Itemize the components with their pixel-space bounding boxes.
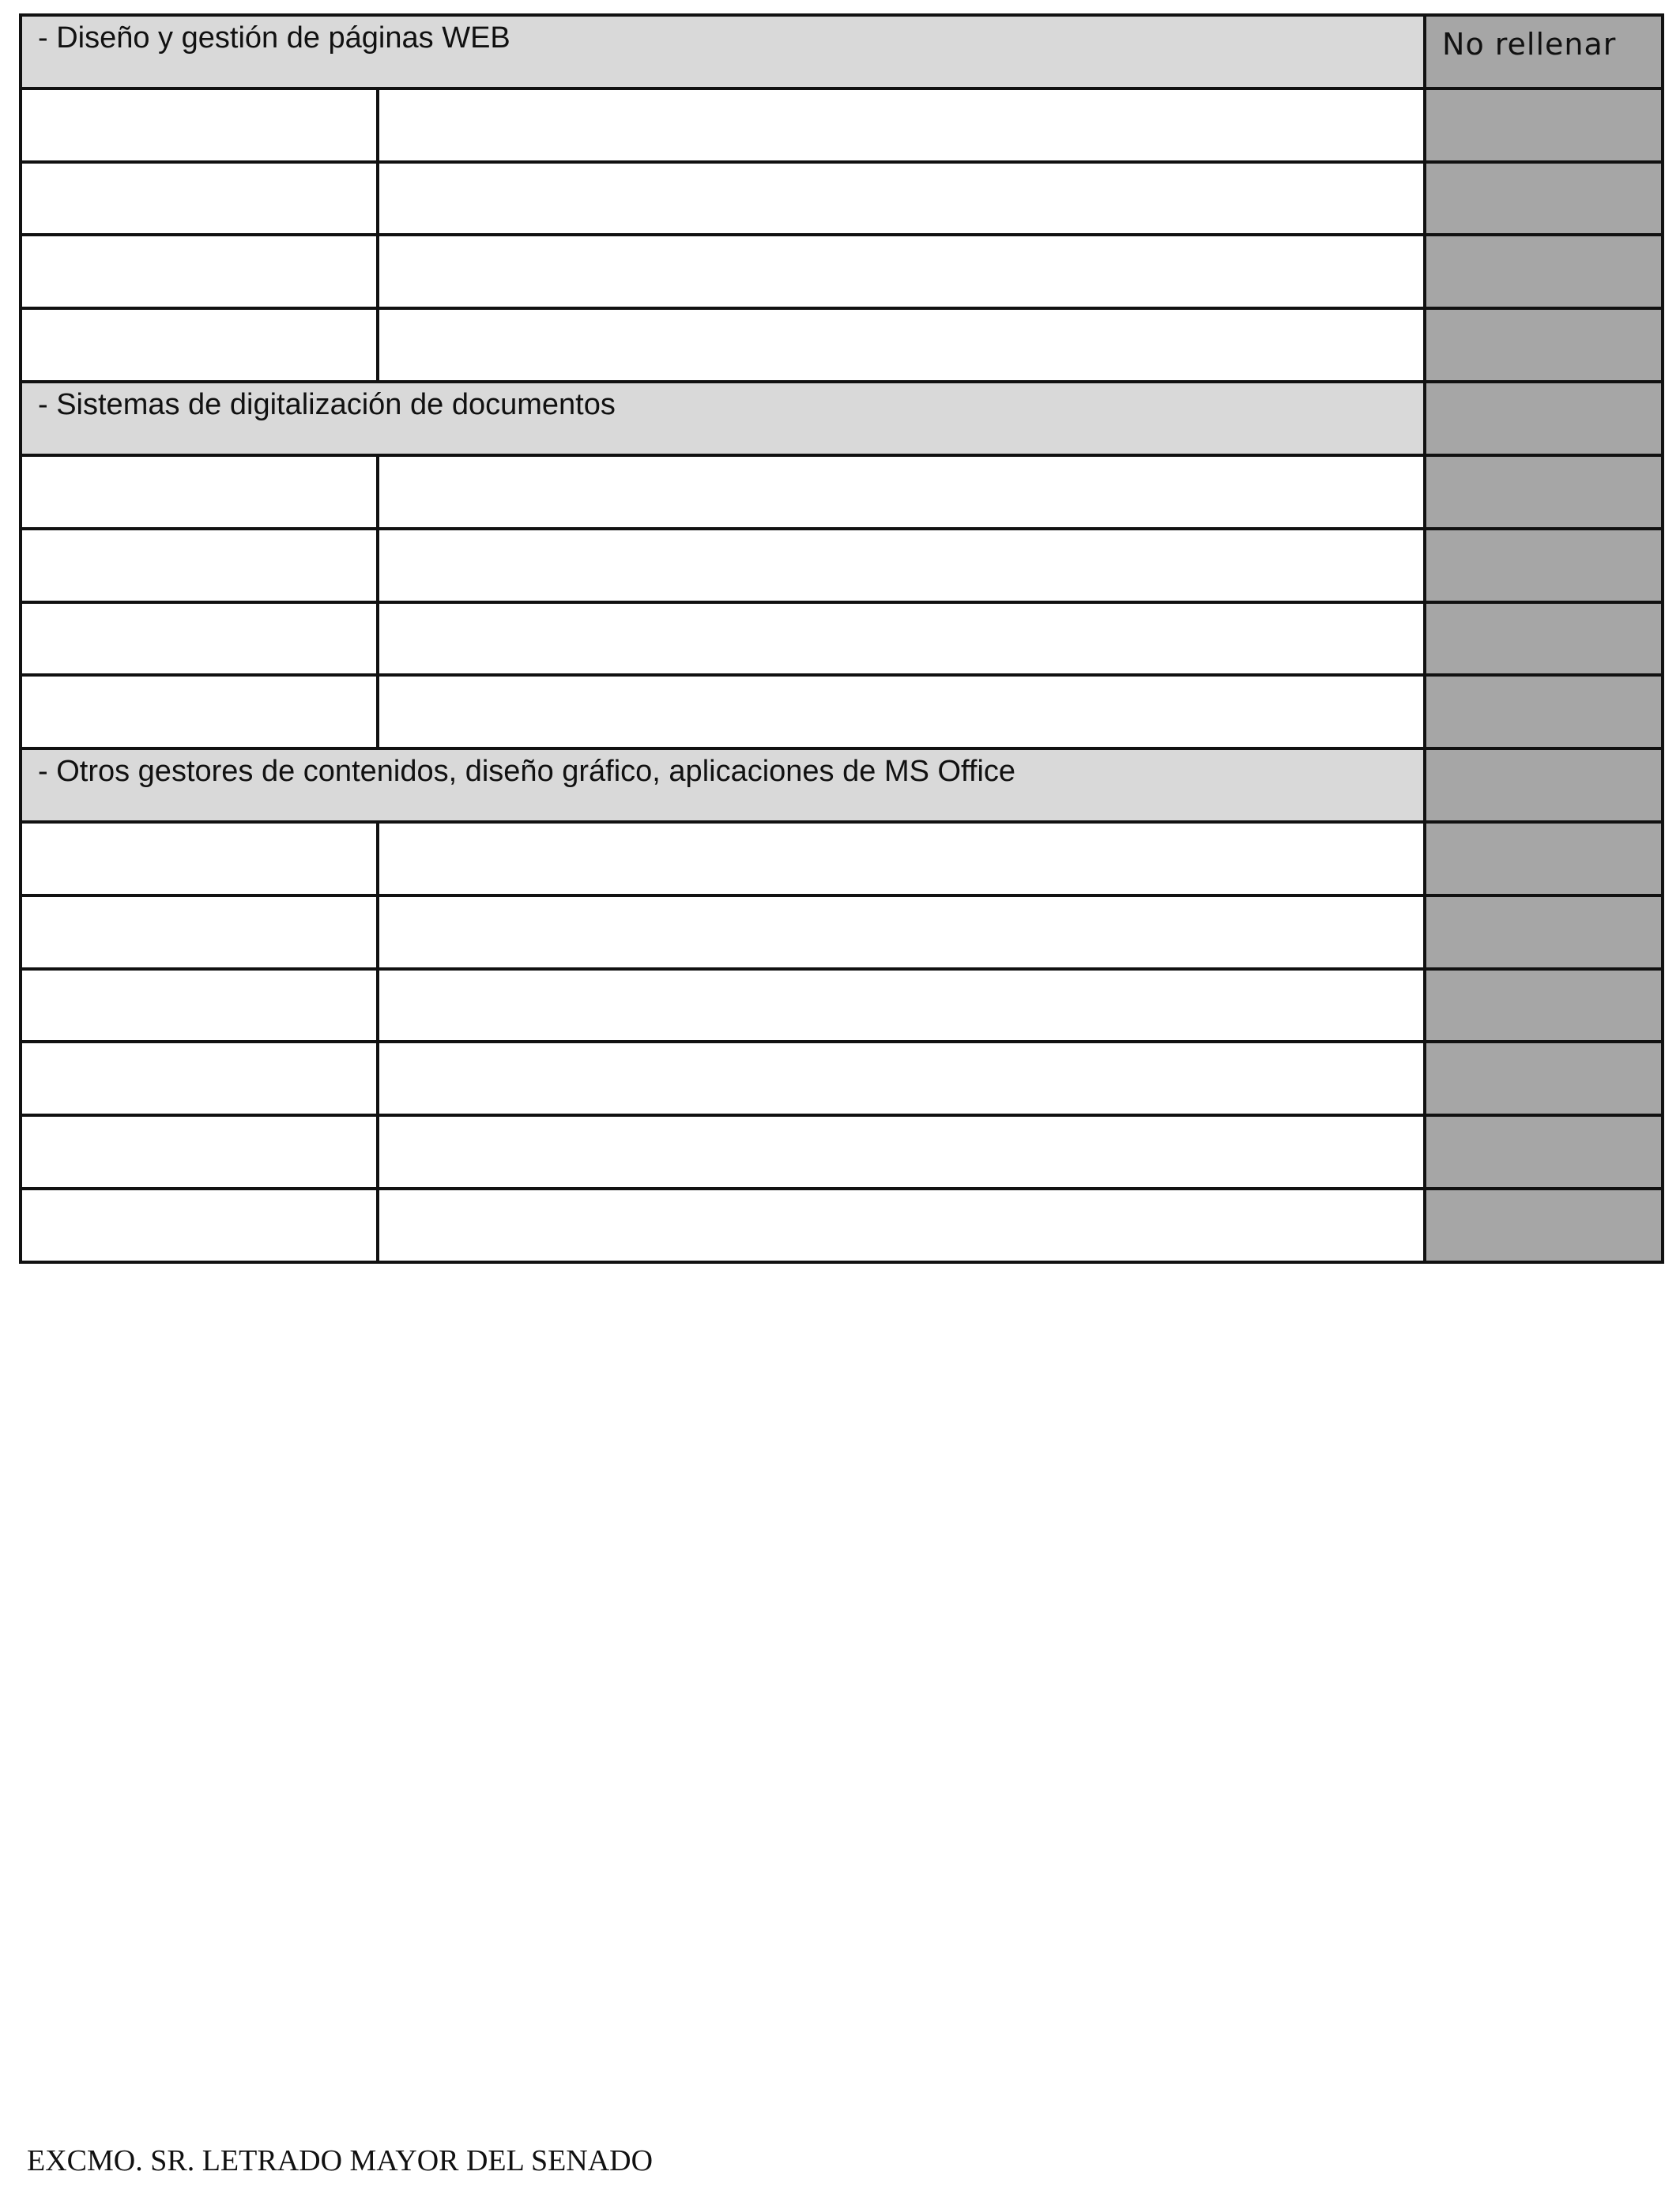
table-row: [21, 822, 1663, 895]
section-header-row: [21, 748, 1663, 822]
reserved-cell: [1425, 1042, 1663, 1115]
reserved-cell: [1425, 748, 1663, 822]
table-row: [21, 1042, 1663, 1115]
footer-addressee: EXCMO. SR. LETRADO MAYOR DEL SENADO: [27, 2144, 654, 2177]
experience-form-table: [19, 13, 1664, 1264]
entry-field-description[interactable]: [378, 308, 1425, 382]
entry-field-description[interactable]: [378, 455, 1425, 529]
entry-field-description[interactable]: [378, 1189, 1425, 1262]
reserved-cell: [1425, 455, 1663, 529]
section-header-row: [21, 382, 1663, 455]
reserved-cell: [1425, 675, 1663, 748]
entry-field-description[interactable]: [378, 162, 1425, 236]
reserved-cell: [1425, 1115, 1663, 1189]
reserved-cell: [1425, 529, 1663, 602]
table-row: [21, 455, 1663, 529]
entry-field-short[interactable]: [21, 529, 378, 602]
reserved-cell: [1425, 895, 1663, 969]
table-row: [21, 602, 1663, 676]
entry-field-short[interactable]: [21, 822, 378, 895]
table-row: [21, 675, 1663, 748]
section-title: - Otros gestores de contenidos, diseño gráfico, aplicaciones de MS Office: [21, 748, 1425, 822]
form-body: [21, 15, 1663, 1262]
entry-field-short[interactable]: [21, 969, 378, 1042]
entry-field-short[interactable]: [21, 89, 378, 162]
entry-field-short[interactable]: [21, 308, 378, 382]
entry-field-description[interactable]: [378, 895, 1425, 969]
entry-field-description[interactable]: [378, 1115, 1425, 1189]
entry-field-short[interactable]: [21, 455, 378, 529]
entry-field-short[interactable]: [21, 1042, 378, 1115]
table-row: [21, 89, 1663, 162]
section-title: - Diseño y gestión de páginas WEB: [21, 15, 1425, 89]
table-row: [21, 529, 1663, 602]
entry-field-short[interactable]: [21, 162, 378, 236]
reserved-cell: [1425, 162, 1663, 236]
entry-field-description[interactable]: [378, 822, 1425, 895]
section-title: - Sistemas de digitalización de documentos: [21, 382, 1425, 455]
table-row: [21, 1189, 1663, 1262]
table-row: [21, 969, 1663, 1042]
entry-field-short[interactable]: [21, 235, 378, 308]
no-rellenar-header: No rellenar: [1425, 15, 1663, 89]
reserved-cell: [1425, 822, 1663, 895]
reserved-cell: [1425, 235, 1663, 308]
entry-field-description[interactable]: [378, 235, 1425, 308]
reserved-cell: [1425, 89, 1663, 162]
section-header-row: [21, 15, 1663, 89]
reserved-cell: [1425, 382, 1663, 455]
entry-field-description[interactable]: [378, 89, 1425, 162]
table-row: [21, 308, 1663, 382]
table-row: [21, 162, 1663, 236]
entry-field-short[interactable]: [21, 602, 378, 676]
entry-field-description[interactable]: [378, 969, 1425, 1042]
entry-field-description[interactable]: [378, 529, 1425, 602]
entry-field-description[interactable]: [378, 1042, 1425, 1115]
table-row: [21, 1115, 1663, 1189]
entry-field-description[interactable]: [378, 675, 1425, 748]
entry-field-short[interactable]: [21, 1115, 378, 1189]
entry-field-description[interactable]: [378, 602, 1425, 676]
entry-field-short[interactable]: [21, 675, 378, 748]
reserved-cell: [1425, 308, 1663, 382]
entry-field-short[interactable]: [21, 895, 378, 969]
table-row: [21, 895, 1663, 969]
table-row: [21, 235, 1663, 308]
reserved-cell: [1425, 969, 1663, 1042]
entry-field-short[interactable]: [21, 1189, 378, 1262]
reserved-cell: [1425, 1189, 1663, 1262]
reserved-cell: [1425, 602, 1663, 676]
